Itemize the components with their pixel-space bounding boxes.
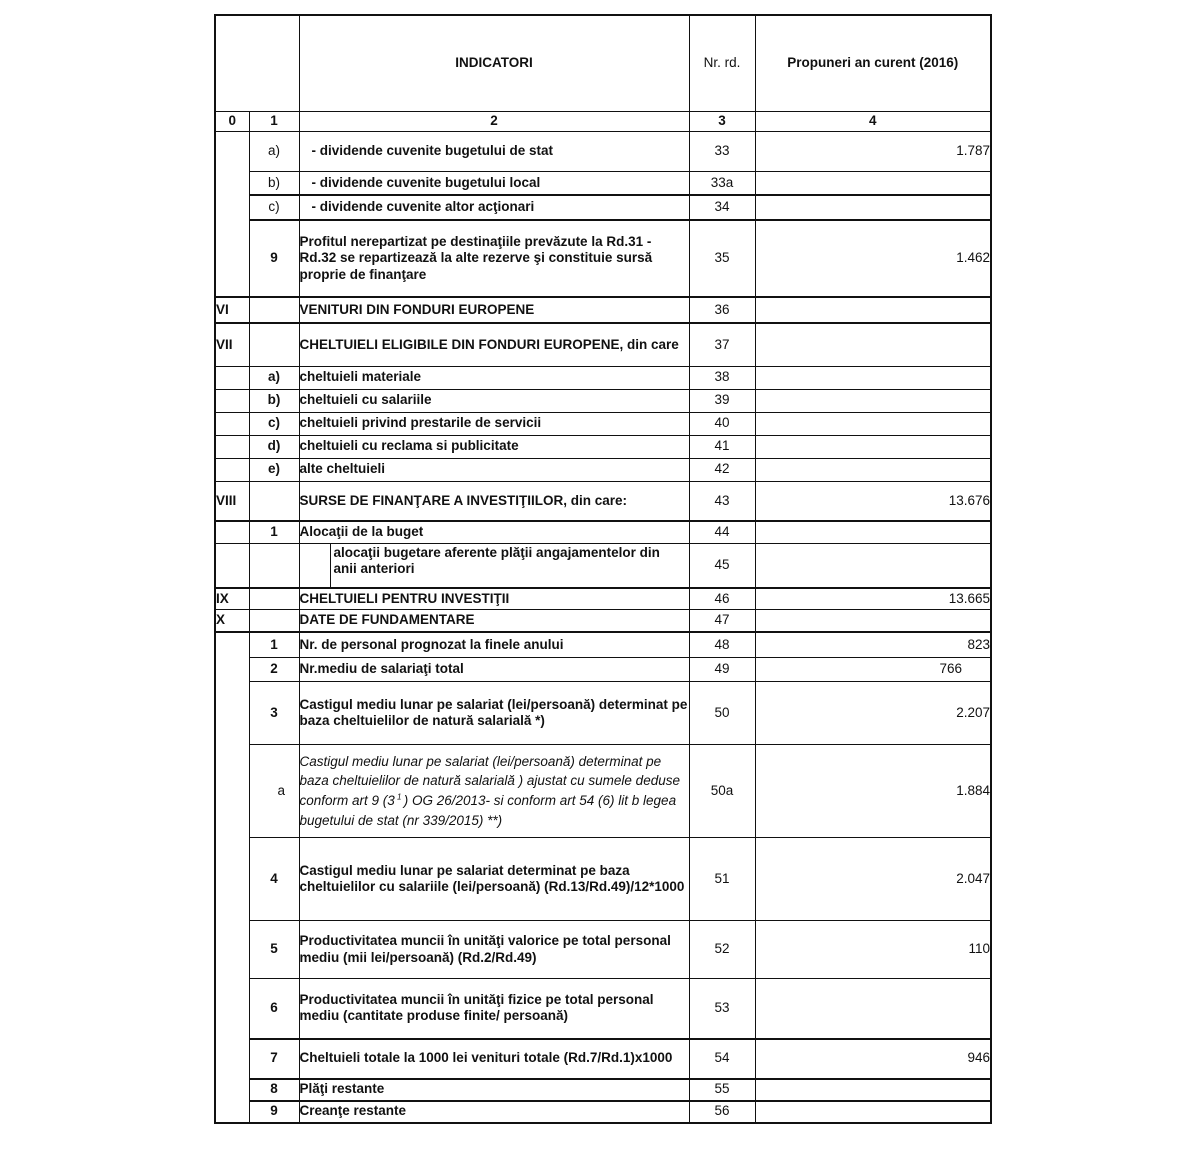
table-row	[215, 745, 991, 838]
row-subindex: b)	[249, 171, 299, 195]
row-description-part-b: ) OG 26/2013- si conform art 54 (6) lit b legea bugetului de stat (nr 339/2015) **)	[299, 793, 677, 828]
row-description: Castigul mediu lunar pe salariat determinat pe baza cheltuielilor cu salariile (lei/persoană) (Rd.13/Rd.49)/12*1000	[299, 838, 689, 921]
row-value	[755, 435, 991, 458]
table-row	[215, 195, 991, 220]
row-number: 44	[689, 521, 755, 543]
row-description: Creanţe restante	[299, 1101, 689, 1123]
table-row	[215, 220, 991, 297]
row-section	[215, 979, 249, 1039]
table-row	[215, 1101, 991, 1123]
row-section	[215, 1039, 249, 1079]
row-subindex: a)	[249, 366, 299, 389]
row-section	[215, 131, 249, 171]
row-section: VIII	[215, 481, 249, 521]
row-number: 55	[689, 1079, 755, 1101]
row-number: 45	[689, 543, 755, 588]
row-number: 39	[689, 389, 755, 412]
row-number: 49	[689, 658, 755, 682]
table-row	[215, 921, 991, 979]
row-number: 51	[689, 838, 755, 921]
header-blank	[215, 15, 299, 111]
row-value: 823	[755, 632, 991, 658]
row-number: 43	[689, 481, 755, 521]
row-value: 766	[755, 658, 991, 682]
indent-spacer	[300, 544, 331, 587]
row-value: 1.884	[755, 745, 991, 838]
row-number: 35	[689, 220, 755, 297]
row-number: 50a	[689, 745, 755, 838]
table-row	[215, 1039, 991, 1079]
row-subindex: b)	[249, 389, 299, 412]
row-number: 56	[689, 1101, 755, 1123]
row-number: 41	[689, 435, 755, 458]
row-description: - dividende cuvenite altor acţionari	[299, 195, 689, 220]
table-row	[215, 979, 991, 1039]
table-row	[215, 323, 991, 366]
table-row	[215, 838, 991, 921]
row-subindex: 1	[249, 521, 299, 543]
row-description: - dividende cuvenite bugetului local	[299, 171, 689, 195]
row-section: IX	[215, 588, 249, 610]
col-number-2: 2	[299, 111, 689, 131]
table-row	[215, 543, 991, 588]
row-section	[215, 632, 249, 658]
table-row	[215, 610, 991, 632]
table-row	[215, 171, 991, 195]
row-value: 946	[755, 1039, 991, 1079]
row-section	[215, 745, 249, 838]
row-section	[215, 220, 249, 297]
table-row	[215, 632, 991, 658]
table-row	[215, 1079, 991, 1101]
row-value	[755, 458, 991, 481]
row-subindex: a	[249, 745, 299, 838]
row-description: Nr. de personal prognozat la finele anului	[299, 632, 689, 658]
row-value	[755, 979, 991, 1039]
row-value	[755, 297, 991, 323]
row-description: cheltuieli materiale	[299, 366, 689, 389]
row-description-cell	[299, 543, 689, 588]
row-subindex	[249, 588, 299, 610]
row-value	[755, 521, 991, 543]
row-description: alte cheltuieli	[299, 458, 689, 481]
row-number: 54	[689, 1039, 755, 1079]
col-number-1: 1	[249, 111, 299, 131]
table-row	[215, 389, 991, 412]
row-value	[755, 1101, 991, 1123]
table-row	[215, 458, 991, 481]
row-description: cheltuieli cu reclama si publicitate	[299, 435, 689, 458]
row-value	[755, 366, 991, 389]
row-section	[215, 838, 249, 921]
row-number: 33a	[689, 171, 755, 195]
table-row	[215, 521, 991, 543]
row-description: Productivitatea muncii în unităţi fizice pe total personal mediu (cantitate produse finite/ persoană)	[299, 979, 689, 1039]
row-value: 2.207	[755, 682, 991, 745]
row-subindex: d)	[249, 435, 299, 458]
row-section	[215, 412, 249, 435]
row-description: cheltuieli cu salariile	[299, 389, 689, 412]
row-subindex: 6	[249, 979, 299, 1039]
row-value: 110	[755, 921, 991, 979]
row-subindex: a)	[249, 131, 299, 171]
row-subindex	[249, 323, 299, 366]
row-subindex	[249, 297, 299, 323]
table-row	[215, 412, 991, 435]
table-row	[215, 131, 991, 171]
row-section	[215, 435, 249, 458]
row-section	[215, 543, 249, 588]
table-row	[215, 366, 991, 389]
row-value: 13.676	[755, 481, 991, 521]
row-section	[215, 389, 249, 412]
row-value: 2.047	[755, 838, 991, 921]
column-number-row	[215, 111, 991, 131]
row-section: X	[215, 610, 249, 632]
col-number-3: 3	[689, 111, 755, 131]
col-number-4: 4	[755, 111, 991, 131]
row-section	[215, 921, 249, 979]
row-section	[215, 366, 249, 389]
row-number: 34	[689, 195, 755, 220]
row-section: VII	[215, 323, 249, 366]
row-value	[755, 171, 991, 195]
col-number-0: 0	[215, 111, 249, 131]
row-section	[215, 521, 249, 543]
row-subindex	[249, 610, 299, 632]
row-description: CHELTUIELI PENTRU INVESTIŢII	[299, 588, 689, 610]
row-subindex: 5	[249, 921, 299, 979]
row-description: SURSE DE FINANŢARE A INVESTIŢIILOR, din care:	[299, 481, 689, 521]
row-subindex: 8	[249, 1079, 299, 1101]
row-value: 1.462	[755, 220, 991, 297]
row-section	[215, 171, 249, 195]
row-value	[755, 323, 991, 366]
row-description: CHELTUIELI ELIGIBILE DIN FONDURI EUROPENE, din care	[299, 323, 689, 366]
header-indicatori: INDICATORI	[299, 15, 689, 111]
row-value	[755, 389, 991, 412]
row-description: Nr.mediu de salariaţi total	[299, 658, 689, 682]
row-number: 37	[689, 323, 755, 366]
row-description-superscript: 1	[394, 792, 404, 802]
row-description: Productivitatea muncii în unităţi valorice pe total personal mediu (mii lei/persoană) (Rd.2/Rd.49)	[299, 921, 689, 979]
row-section: VI	[215, 297, 249, 323]
table-row	[215, 658, 991, 682]
row-value: 13.665	[755, 588, 991, 610]
row-number: 33	[689, 131, 755, 171]
row-number: 42	[689, 458, 755, 481]
row-description: alocaţii bugetare aferente plăţii angajamentelor din anii anteriori	[333, 544, 660, 576]
header-row	[215, 15, 991, 111]
row-description: Castigul mediu lunar pe salariat (lei/persoană) determinat pe baza cheltuielilor de natură salarială *)	[299, 682, 689, 745]
row-description: VENITURI DIN FONDURI EUROPENE	[299, 297, 689, 323]
row-subindex: 9	[249, 1101, 299, 1123]
row-number: 48	[689, 632, 755, 658]
header-nr-rd: Nr. rd.	[689, 15, 755, 111]
row-section	[215, 1101, 249, 1123]
row-subindex: e)	[249, 458, 299, 481]
row-subindex	[249, 543, 299, 588]
row-description: Alocaţii de la buget	[299, 521, 689, 543]
row-number: 47	[689, 610, 755, 632]
row-description: Plăţi restante	[299, 1079, 689, 1101]
row-description: - dividende cuvenite bugetului de stat	[299, 131, 689, 171]
row-description: cheltuieli privind prestarile de servicii	[299, 412, 689, 435]
row-value	[755, 412, 991, 435]
row-section	[215, 458, 249, 481]
row-value	[755, 1079, 991, 1101]
row-number: 52	[689, 921, 755, 979]
row-section	[215, 682, 249, 745]
budget-indicators-table	[214, 14, 992, 1124]
row-subindex: 2	[249, 658, 299, 682]
row-description: Cheltuieli totale la 1000 lei venituri totale (Rd.7/Rd.1)x1000	[299, 1039, 689, 1079]
row-subindex: 4	[249, 838, 299, 921]
row-subindex: 9	[249, 220, 299, 297]
table-row	[215, 435, 991, 458]
header-propuneri: Propuneri an curent (2016)	[755, 15, 991, 111]
row-description: DATE DE FUNDAMENTARE	[299, 610, 689, 632]
row-subindex: 3	[249, 682, 299, 745]
row-number: 53	[689, 979, 755, 1039]
row-value: 1.787	[755, 131, 991, 171]
row-value	[755, 195, 991, 220]
row-number: 40	[689, 412, 755, 435]
row-section	[215, 658, 249, 682]
row-subindex: c)	[249, 195, 299, 220]
row-value	[755, 610, 991, 632]
row-number: 36	[689, 297, 755, 323]
row-subindex: c)	[249, 412, 299, 435]
row-description	[299, 745, 689, 838]
row-number: 50	[689, 682, 755, 745]
table-row	[215, 682, 991, 745]
row-number: 38	[689, 366, 755, 389]
row-description: Profitul nerepartizat pe destinaţiile prevăzute la Rd.31 - Rd.32 se repartizează la alte rezerve şi constituie sursă proprie de finanţare	[299, 220, 689, 297]
row-value	[755, 543, 991, 588]
row-subindex: 1	[249, 632, 299, 658]
row-number: 46	[689, 588, 755, 610]
table-row	[215, 297, 991, 323]
row-subindex: 7	[249, 1039, 299, 1079]
table-row	[215, 481, 991, 521]
row-section	[215, 1079, 249, 1101]
table-row	[215, 588, 991, 610]
row-subindex	[249, 481, 299, 521]
row-description-part-a: Castigul mediu lunar pe salariat (lei/persoană) determinat pe baza cheltuielilor de natură salarială ) ajustat cu sumele deduse conform art 9 (3	[299, 753, 680, 808]
row-section	[215, 195, 249, 220]
